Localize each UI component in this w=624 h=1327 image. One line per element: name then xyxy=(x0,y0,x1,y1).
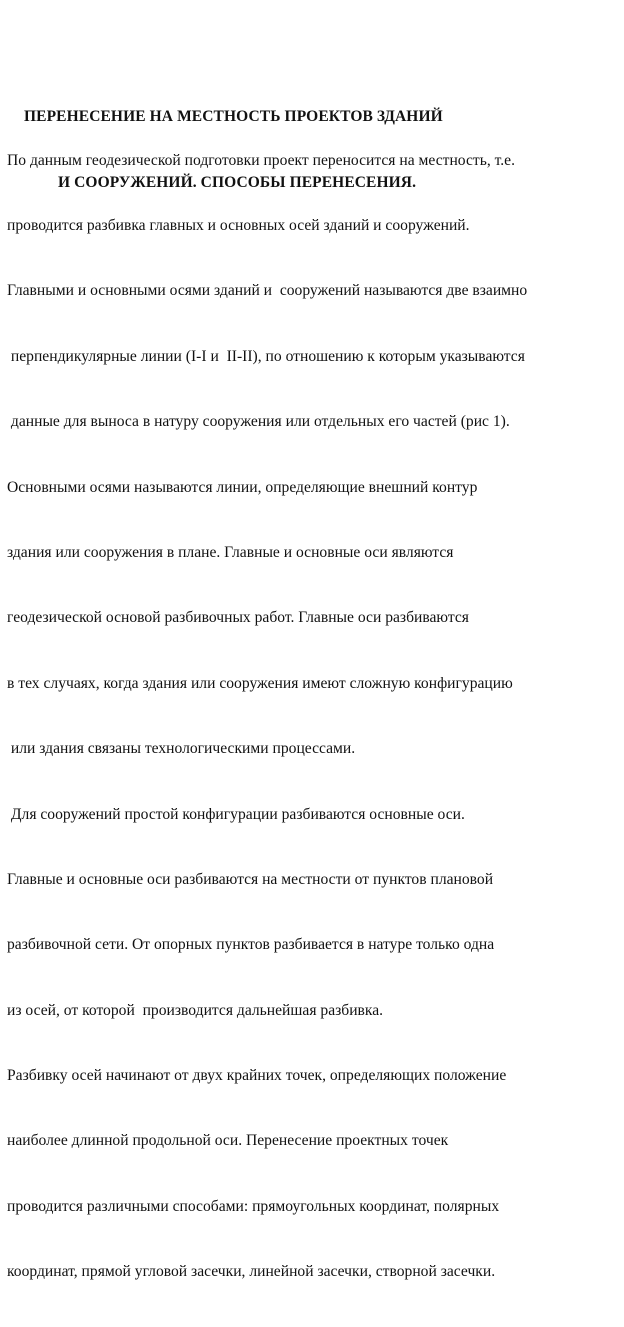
body-line: наиболее длинной продольной оси. Перенесение проектных точек xyxy=(7,1132,449,1150)
body-line: перпендикулярные линии (I-I и II-II), по отношению к которым указываются xyxy=(7,347,525,365)
body-line: данные для выноса в натуру сооружения или отдельных его частей (рис 1). xyxy=(7,413,510,431)
body-text xyxy=(7,106,619,1327)
body-line: Основными осями называются линии, определяющие внешний контур xyxy=(7,478,478,496)
body-line: из осей, от которой производится дальнейшая разбивка. xyxy=(7,1001,384,1019)
body-line: разбивочной сети. От опорных пунктов разбивается в натуре только одна xyxy=(7,936,495,954)
body-line: проводится различными способами: прямоугольных координат, полярных xyxy=(7,1197,500,1215)
body-line: Главные и основные оси разбиваются на местности от пунктов плановой xyxy=(7,870,494,888)
body-line: или здания связаны технологическими процессами. xyxy=(7,740,356,758)
body-line: По данным геодезической подготовки проект переносится на местность, т.е. xyxy=(7,151,515,169)
body-line: в тех случаях, когда здания или сооружения имеют сложную конфигурацию xyxy=(7,674,513,692)
body-line: проводится разбивка главных и основных осей зданий и сооружений. xyxy=(7,216,470,234)
body-line: координат, прямой угловой засечки, линейной засечки, створной засечки. xyxy=(7,1263,496,1281)
title-line-1: ПЕРЕНЕСЕНИЕ НА МЕСТНОСТЬ ПРОЕКТОВ ЗДАНИЙ xyxy=(24,108,443,125)
body-line: Разбивку осей начинают от двух крайних точек, определяющих положение xyxy=(7,1067,507,1085)
body-line: Главными и основными осями зданий и сооружений называются две взаимно xyxy=(7,282,528,300)
body-line: здания или сооружения в плане. Главные и основные оси являются xyxy=(7,543,454,561)
body-line: геодезической основой разбивочных работ. Главные оси разбиваются xyxy=(7,609,469,627)
title-line-2: И СООРУЖЕНИЙ. СПОСОБЫ ПЕРЕНЕСЕНИЯ. xyxy=(58,174,417,191)
body-line: Для сооружений простой конфигурации разбиваются основные оси. xyxy=(7,805,465,823)
